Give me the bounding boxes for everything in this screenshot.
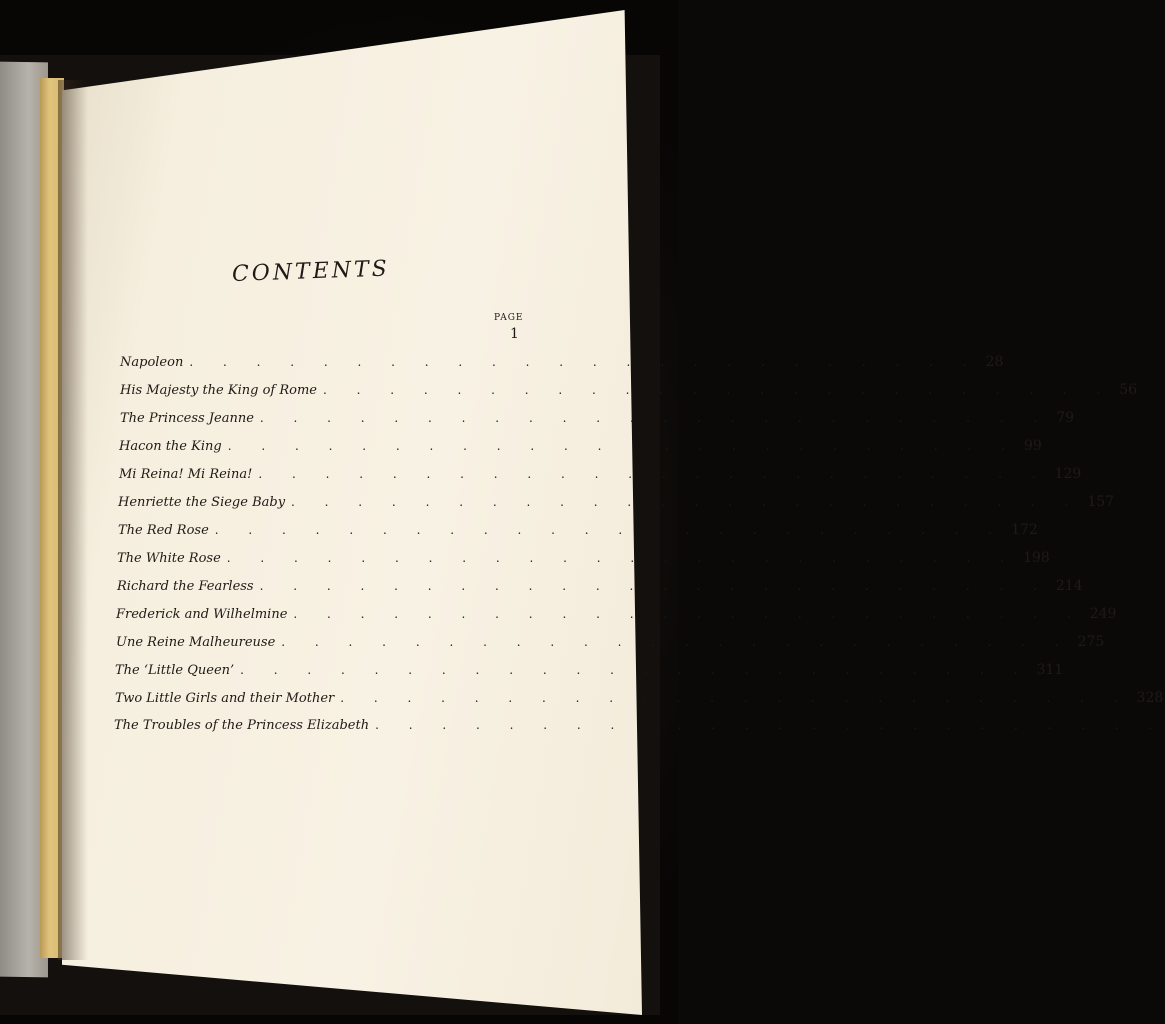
toc-entry [117,550,1050,566]
toc-entry-page: 28 [985,354,1004,370]
toc-entry-page: 56 [1119,382,1138,398]
toc-entry-title: The Red Rose [118,523,209,538]
toc-entry [120,410,1075,426]
toc-entry [116,606,1117,622]
toc-entry-page: 99 [1023,438,1042,454]
toc-leader-dots: . . . . . . . . . . . . . . . . . . . . . . . . [259,579,1050,593]
toc-entry-title: Napoleon [120,355,184,370]
toc-entry [120,354,1004,370]
toc-entry [119,438,1042,454]
toc-entry [115,690,1164,706]
toc-entry-title: His Majesty the King of Rome [120,383,317,398]
toc-entry [114,718,1165,733]
toc-entry-page: 79 [1056,410,1075,426]
toc-entry [115,662,1064,678]
toc-entry [120,382,1138,398]
toc-entry-page: 172 [1011,522,1038,538]
toc-entry-title: Two Little Girls and their Mother [115,691,335,706]
toc-leader-dots: . . . . . . . . . . . . . . . . . . . . . . . . [240,663,1031,677]
contents-heading: CONTENTS [231,256,391,287]
toc-entry-title: Richard the Fearless [117,579,254,594]
toc-entry-title: The ‘Little Queen’ [115,663,235,678]
toc-entry-page: 275 [1077,634,1105,650]
toc-entry-page: 249 [1089,606,1117,622]
toc-entry-title: The Troubles of the Princess Elizabeth [114,718,370,733]
toc-leader-dots: . . . . . . . . . . . . . . . . . . . . . . . . [293,607,1084,621]
toc-entry-title: Une Reine Malheureuse [116,635,276,650]
toc-entry-title: Frederick and Wilhelmine [116,607,288,622]
toc-leader-dots: . . . . . . . . . . . . . . . . . . . . . . . . [322,383,1114,397]
toc-entry [118,494,1115,510]
toc-leader-dots: . . . . . . . . . . . . . . . . . . . . . . . . [258,467,1049,481]
toc-leader-dots: . . . . . . . . . . . . . . . . . . . . . . . . [375,718,1165,732]
toc-leader-dots: . . . . . . . . . . . . . . . . . . . . . . . . [214,523,1006,537]
toc-leader-dots: . . . . . . . . . . . . . . . . . . . . . . . . [189,355,980,369]
toc-leader-dots: . . . . . . . . . . . . . . . . . . . . . . . . [291,495,1082,509]
toc-entry-title: Hacon the King [119,439,222,454]
toc-entry [116,634,1105,650]
toc-entry-page: 311 [1036,662,1064,678]
toc-entry-page: 157 [1087,494,1115,510]
toc-leader-dots: . . . . . . . . . . . . . . . . . . . . . . . . [227,439,1018,453]
toc-entry-page: 198 [1023,550,1050,566]
toc-entry [117,578,1083,594]
toc-entry-page: 214 [1055,578,1083,594]
toc-entry-page: 328 [1136,690,1164,706]
toc-entry-title: Mi Reina! Mi Reina! [119,467,253,482]
toc-entry-title: The Princess Jeanne [120,411,254,426]
toc-leader-dots: . . . . . . . . . . . . . . . . . . . . . . . . [226,551,1018,565]
toc-entry [118,522,1038,538]
toc-entry-page: 129 [1054,466,1082,482]
toc-leader-dots: . . . . . . . . . . . . . . . . . . . . . . . . [340,691,1131,705]
first-page-number: 1 [510,326,519,342]
page-column-label: PAGE [494,313,524,323]
toc-leader-dots: . . . . . . . . . . . . . . . . . . . . . . . . [281,635,1072,649]
toc-entry-title: The White Rose [117,551,221,566]
toc-entry-title: Henriette the Siege Baby [118,495,286,510]
toc-entry [119,466,1082,482]
toc-leader-dots: . . . . . . . . . . . . . . . . . . . . . . . . [259,411,1051,425]
